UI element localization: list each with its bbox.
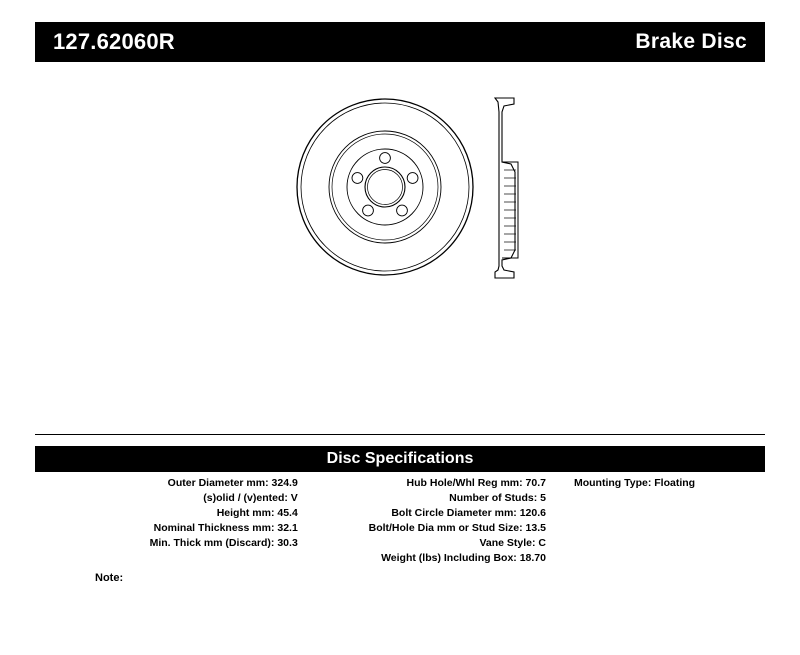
brake-rotor-face-view	[297, 99, 473, 275]
spec-columns	[35, 476, 765, 566]
spec-item: (s)olid / (v)ented: V	[203, 492, 298, 504]
brake-rotor-cross-section-view	[495, 98, 518, 278]
spec-item: Weight (lbs) Including Box: 18.70	[381, 552, 546, 564]
spec-item: Vane Style: C	[479, 537, 546, 549]
spec-item: Bolt Circle Diameter mm: 120.6	[391, 507, 546, 519]
spec-item: Height mm: 45.4	[216, 507, 298, 519]
product-drawing	[290, 90, 550, 285]
header-bar	[35, 22, 765, 62]
spec-column-middle	[298, 476, 546, 566]
spec-item: Mounting Type: Floating	[573, 477, 696, 489]
part-number: 127.62060R	[53, 29, 175, 54]
spec-item: Hub Hole/Whl Reg mm: 70.7	[406, 477, 546, 489]
section-divider	[35, 434, 765, 435]
spec-column-left	[35, 476, 298, 566]
spec-item: Min. Thick mm (Discard): 30.3	[149, 537, 298, 549]
spec-header-bar	[35, 446, 765, 472]
spec-item: Nominal Thickness mm: 32.1	[153, 522, 298, 534]
spec-item: Number of Studs: 5	[449, 492, 546, 504]
spec-column-right	[546, 476, 765, 566]
note-row	[35, 572, 765, 584]
spec-section-title: Disc Specifications	[326, 450, 474, 467]
spec-item: Bolt/Hole Dia mm or Stud Size: 13.5	[368, 522, 546, 534]
page-title: Brake Disc	[635, 30, 747, 53]
rotor-drawing-svg	[290, 90, 550, 285]
spec-item: Outer Diameter mm: 324.9	[167, 477, 298, 489]
note-label: Note:	[95, 572, 124, 584]
